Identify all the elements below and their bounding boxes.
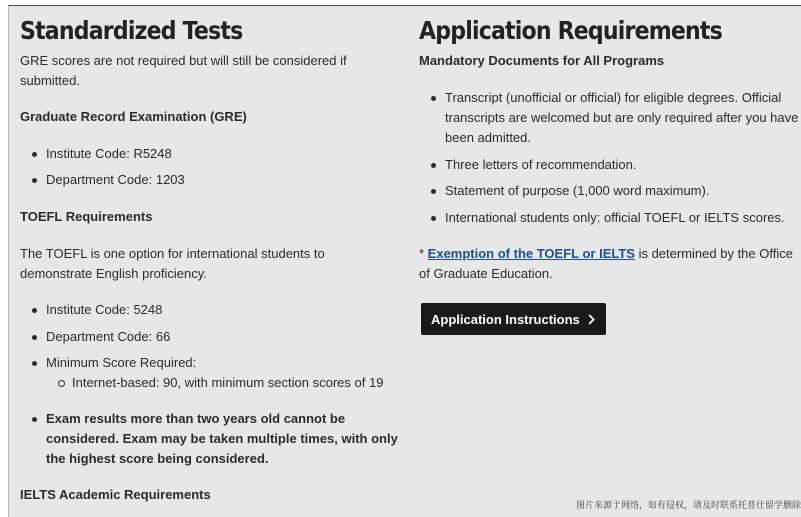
list-item: Transcript (unofficial or official) for eligible degrees. Official transcripts are welcomed but are only required after you have been admitted. <box>445 88 801 148</box>
toefl-code-list <box>20 300 400 393</box>
list-item: Institute Code: 5248 <box>46 300 400 320</box>
list-item: Three letters of recommendation. <box>445 155 801 175</box>
watermark-text: 图片来源于网络，如有侵权，请及时联系托普仕留学删除 <box>575 501 801 511</box>
exemption-suffix: is determined by the Office of Graduate Education. <box>419 246 793 281</box>
list-item: Internet-based: 90, with minimum section scores of 19 <box>72 373 400 393</box>
exam-note-list <box>20 409 400 469</box>
list-item: Institute Code: R5248 <box>46 144 400 164</box>
mandatory-documents-list <box>419 88 801 228</box>
toefl-score-sublist <box>46 373 400 393</box>
list-item: Statement of purpose (1,000 word maximum). <box>445 181 801 201</box>
standardized-tests-title: Standardized Tests <box>20 16 243 45</box>
mandatory-documents-heading: Mandatory Documents for All Programs <box>419 53 665 68</box>
list-item <box>46 353 400 393</box>
application-instructions-button[interactable] <box>421 303 606 335</box>
list-item: International students only: official TOEFL or IELTS scores. <box>445 208 801 228</box>
exemption-asterisk: * <box>419 246 428 261</box>
ielts-heading: IELTS Academic Requirements <box>20 487 211 502</box>
toefl-intro-text: The TOEFL is one option for international students to demonstrate English proficiency. <box>20 246 325 281</box>
toefl-heading: TOEFL Requirements <box>20 209 153 224</box>
exemption-note <box>419 244 799 284</box>
gre-code-list <box>20 144 400 190</box>
gre-heading: Graduate Record Examination (GRE) <box>20 109 247 124</box>
list-item: Department Code: 66 <box>46 327 400 347</box>
gre-intro-text: GRE scores are not required but will still be considered if submitted. <box>20 53 347 88</box>
chevron-right-icon <box>588 314 595 325</box>
application-requirements-section <box>419 16 799 335</box>
exemption-link[interactable]: Exemption of the TOEFL or IELTS <box>427 246 635 261</box>
list-item: Department Code: 1203 <box>46 170 400 190</box>
application-requirements-title: Application Requirements <box>419 16 722 45</box>
content-panel <box>8 5 801 517</box>
standardized-tests-section <box>20 16 400 505</box>
exam-validity-note: Exam results more than two years old cannot be considered. Exam may be taken multiple times, with only the highest score being considered. <box>46 409 400 469</box>
button-label: Application Instructions <box>431 311 580 327</box>
minimum-score-label: Minimum Score Required: <box>46 355 197 370</box>
